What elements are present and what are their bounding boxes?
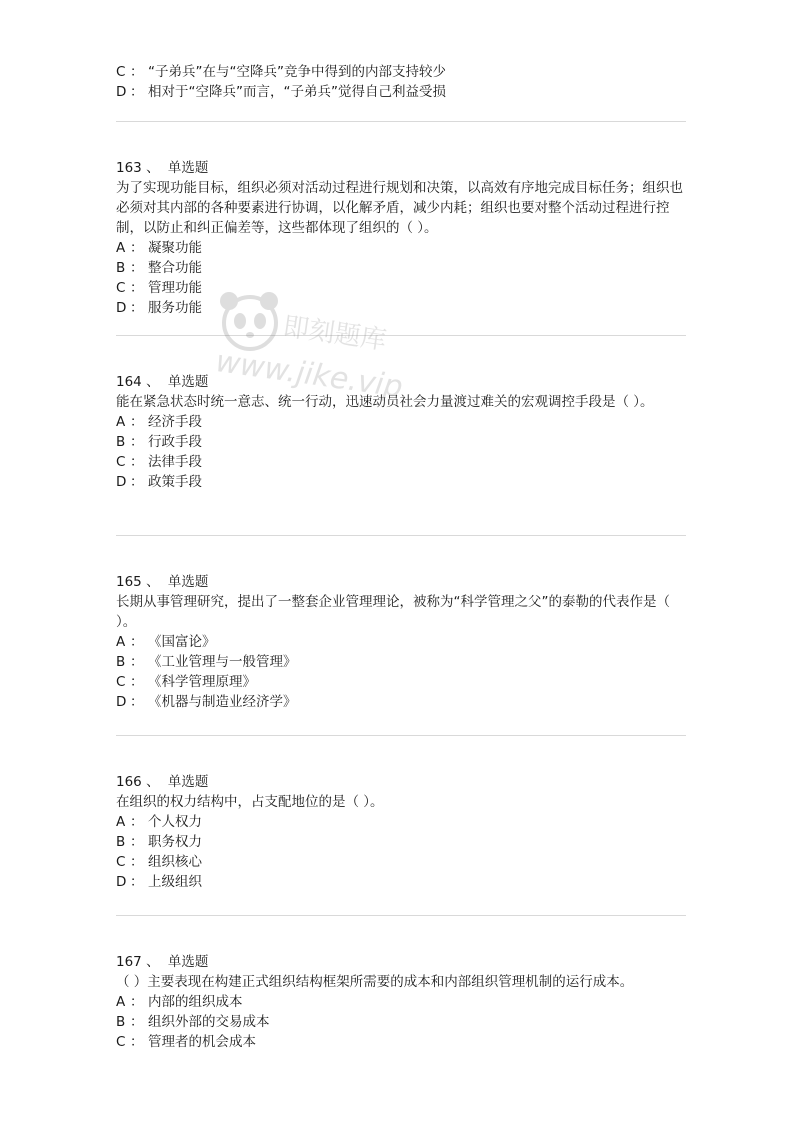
option-separator: ：	[130, 674, 144, 690]
question-stem: 能在紧急状态时统一意志、统一行动，迅速动员社会力量渡过难关的宏观调控手段是（ ）。	[116, 394, 654, 410]
option-a	[116, 992, 686, 1012]
option-text: 经济手段	[148, 414, 202, 430]
option-text: 《机器与制造业经济学》	[148, 694, 297, 710]
option-c	[116, 278, 686, 298]
option-c	[116, 852, 686, 872]
option-separator: ：	[130, 1014, 144, 1030]
option-letter: C	[116, 1034, 126, 1050]
question-type: 单选题	[167, 374, 209, 390]
option-letter: D	[116, 874, 127, 890]
option-text: 职务权力	[148, 834, 202, 850]
option-d	[116, 298, 686, 318]
option-b	[116, 832, 686, 852]
question-number: 166	[116, 774, 142, 790]
option-separator: ：	[130, 414, 144, 430]
option-separator: ：	[130, 474, 144, 490]
option-separator: ：	[130, 634, 144, 650]
question-header	[116, 952, 686, 972]
option-separator: ：	[130, 300, 144, 316]
prev-question-options	[116, 62, 686, 102]
option-a	[116, 238, 686, 258]
question-stem: 在组织的权力结构中，占支配地位的是（ ）。	[116, 794, 384, 810]
option-letter: A	[116, 240, 126, 256]
option-separator: ：	[130, 654, 144, 670]
question-type: 单选题	[167, 954, 209, 970]
option-separator: ：	[130, 240, 144, 256]
option-text: 组织核心	[148, 854, 202, 870]
question-header	[116, 372, 686, 392]
question-separator: 、	[146, 574, 160, 590]
option-b	[116, 1012, 686, 1032]
option-separator: ：	[130, 84, 144, 100]
option-text: 《科学管理原理》	[148, 674, 256, 690]
option-d	[116, 82, 686, 102]
option-letter: A	[116, 634, 126, 650]
option-separator: ：	[130, 814, 144, 830]
option-text: 上级组织	[148, 874, 202, 890]
option-separator: ：	[130, 454, 144, 470]
question-separator: 、	[146, 160, 160, 176]
option-text: 管理者的机会成本	[148, 1034, 256, 1050]
option-c	[116, 1032, 686, 1052]
option-letter: D	[116, 474, 127, 490]
option-letter: A	[116, 814, 126, 830]
option-letter: D	[116, 300, 127, 316]
option-a	[116, 812, 686, 832]
question-166	[116, 772, 686, 892]
question-separator: 、	[146, 374, 160, 390]
option-separator: ：	[130, 64, 144, 80]
option-separator: ：	[130, 834, 144, 850]
option-letter: C	[116, 674, 126, 690]
option-text: 凝聚功能	[148, 240, 202, 256]
option-letter: B	[116, 834, 126, 850]
option-separator: ：	[130, 1034, 144, 1050]
option-text: 《国富论》	[148, 634, 216, 650]
question-separator: 、	[146, 774, 160, 790]
option-text: 内部的组织成本	[148, 994, 243, 1010]
option-letter: C	[116, 454, 126, 470]
option-separator: ：	[130, 280, 144, 296]
question-stem: 为了实现功能目标，组织必须对活动过程进行规划和决策，以高效有序地完成目标任务；组织也必须对其内部的各种要素进行协调，以化解矛盾，减少内耗；组织也要对整个活动过程进行控制，以防止和纠正偏差等，这些都体现了组织的（ ）。	[116, 180, 683, 236]
option-d	[116, 472, 686, 492]
divider	[116, 915, 686, 916]
option-separator: ：	[130, 854, 144, 870]
divider	[116, 121, 686, 122]
option-a	[116, 412, 686, 432]
question-stem: （ ）主要表现在构建正式组织结构框架所需要的成本和内部组织管理机制的运行成本。	[116, 974, 634, 990]
option-letter: C	[116, 64, 126, 80]
question-header	[116, 772, 686, 792]
question-number: 163	[116, 160, 142, 176]
option-c	[116, 452, 686, 472]
option-c	[116, 62, 686, 82]
divider	[116, 735, 686, 736]
option-separator: ：	[130, 874, 144, 890]
option-d	[116, 692, 686, 712]
option-text: 整合功能	[148, 260, 202, 276]
option-text: 服务功能	[148, 300, 202, 316]
option-b	[116, 652, 686, 672]
option-text: “子弟兵”在与“空降兵”竞争中得到的内部支持较少	[148, 64, 446, 80]
option-separator: ：	[130, 260, 144, 276]
watermark-url: www.jike.vip	[213, 344, 405, 405]
option-letter: A	[116, 994, 126, 1010]
option-text: 组织外部的交易成本	[148, 1014, 270, 1030]
option-text: 相对于“空降兵”而言，“子弟兵”觉得自己利益受损	[148, 84, 446, 100]
option-d	[116, 872, 686, 892]
option-letter: D	[116, 694, 127, 710]
question-type: 单选题	[167, 774, 209, 790]
option-text: 管理功能	[148, 280, 202, 296]
option-b	[116, 432, 686, 452]
option-letter: B	[116, 260, 126, 276]
watermark-brand: 即刻题库	[281, 311, 389, 357]
option-letter: A	[116, 414, 126, 430]
question-number: 165	[116, 574, 142, 590]
question-167	[116, 952, 686, 1052]
option-text: 政策手段	[148, 474, 202, 490]
divider	[116, 335, 686, 336]
question-type: 单选题	[167, 160, 209, 176]
option-letter: D	[116, 84, 127, 100]
option-c	[116, 672, 686, 692]
question-stem: 长期从事管理研究，提出了一整套企业管理理论，被称为“科学管理之父”的泰勒的代表作是（ ）。	[116, 594, 670, 630]
option-letter: B	[116, 1014, 126, 1030]
question-header	[116, 158, 686, 178]
question-number: 167	[116, 954, 142, 970]
divider	[116, 535, 686, 536]
option-separator: ：	[130, 434, 144, 450]
question-165	[116, 572, 686, 712]
question-number: 164	[116, 374, 142, 390]
option-b	[116, 258, 686, 278]
option-text: 《工业管理与一般管理》	[148, 654, 297, 670]
option-letter: B	[116, 434, 126, 450]
question-163	[116, 158, 686, 318]
option-letter: C	[116, 280, 126, 296]
option-separator: ：	[130, 694, 144, 710]
option-text: 行政手段	[148, 434, 202, 450]
question-separator: 、	[146, 954, 160, 970]
option-letter: C	[116, 854, 126, 870]
question-164	[116, 372, 686, 492]
option-a	[116, 632, 686, 652]
option-separator: ：	[130, 994, 144, 1010]
option-letter: B	[116, 654, 126, 670]
question-type: 单选题	[167, 574, 209, 590]
question-header	[116, 572, 686, 592]
option-text: 个人权力	[148, 814, 202, 830]
option-text: 法律手段	[148, 454, 202, 470]
